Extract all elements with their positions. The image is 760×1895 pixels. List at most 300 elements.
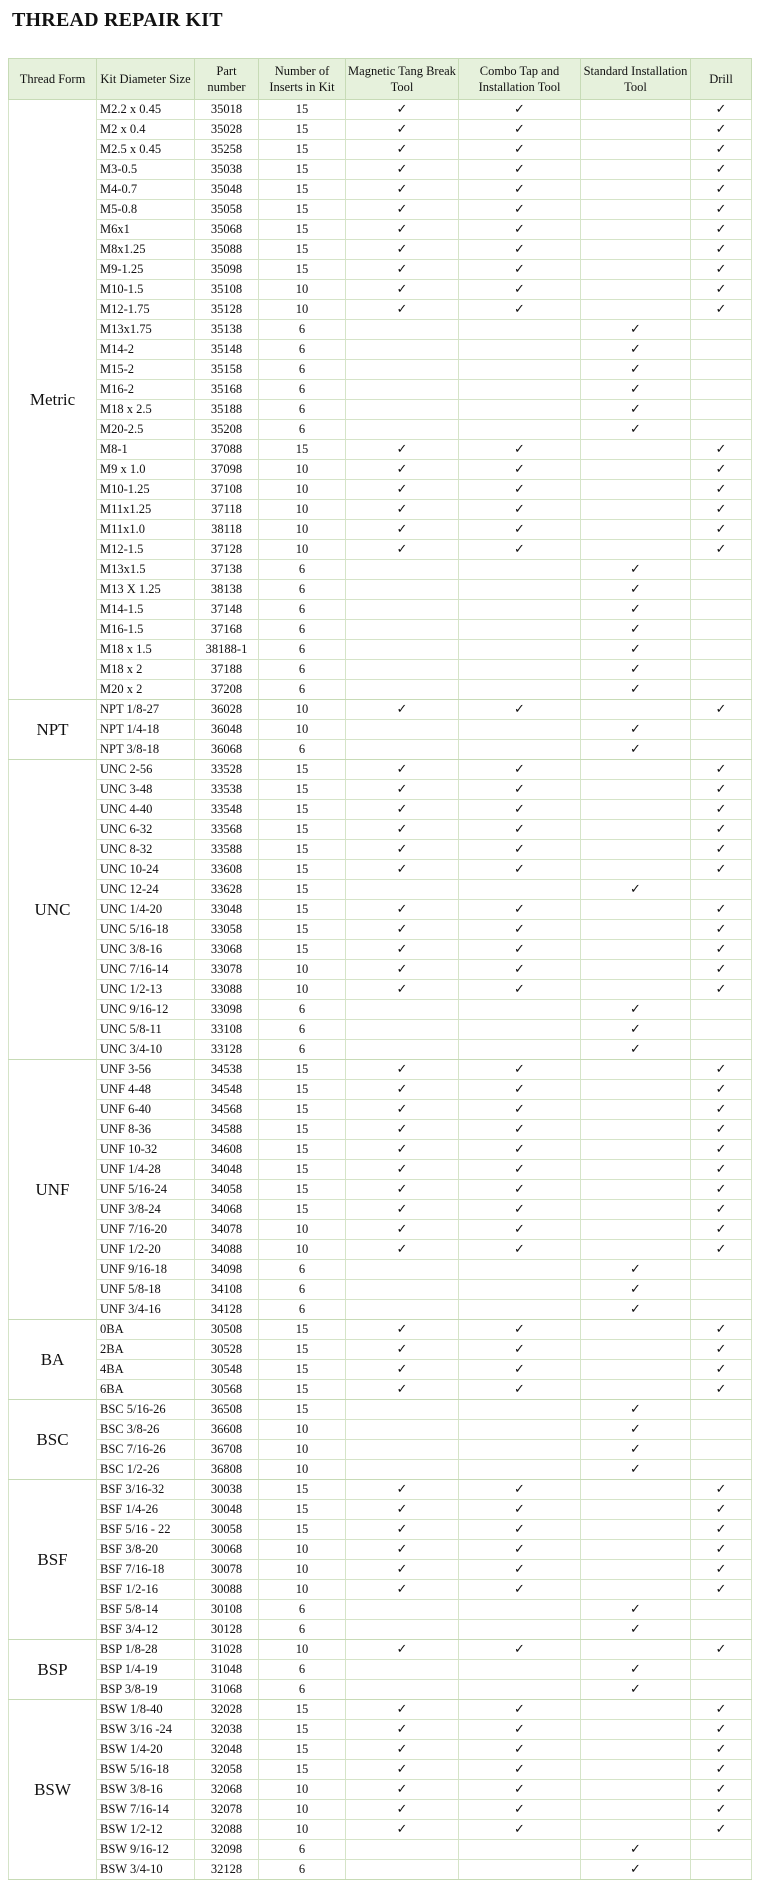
check-cell [346,940,459,960]
part-number-cell: 30058 [195,1520,259,1540]
part-number-cell: 34098 [195,1260,259,1280]
check-cell [691,300,752,320]
table-row [9,440,752,460]
check-cell [581,1400,691,1420]
drill-check-icon: ✓ [715,522,727,537]
kit-diameter-size-cell: UNC 7/16-14 [97,960,195,980]
part-number-cell: 37148 [195,600,259,620]
combo-tap-check-icon: ✓ [514,1642,525,1657]
kit-diameter-size-cell: M18 x 1.5 [97,640,195,660]
check-cell [691,1040,752,1060]
check-cell [581,1760,691,1780]
drill-check-icon: ✓ [715,162,727,177]
drill-check-icon: ✓ [715,982,727,997]
standard-tool-check-icon: ✓ [630,682,641,697]
check-cell [459,680,581,700]
drill-check-icon: ✓ [715,1222,727,1237]
table-row [9,1360,752,1380]
check-cell [581,700,691,720]
combo-tap-check-icon: ✓ [514,102,525,117]
standard-tool-check-icon: ✓ [630,1262,641,1277]
check-cell [459,1720,581,1740]
standard-tool-check-icon: ✓ [630,422,641,437]
check-cell [691,1180,752,1200]
check-cell [691,1420,752,1440]
check-cell [459,760,581,780]
drill-check-icon: ✓ [715,1142,727,1157]
inserts-count-cell: 6 [259,1260,346,1280]
kit-diameter-size-cell: 2BA [97,1340,195,1360]
check-cell [346,1220,459,1240]
drill-check-icon: ✓ [715,502,727,517]
check-cell [346,760,459,780]
inserts-count-cell: 15 [259,820,346,840]
check-cell [459,1580,581,1600]
combo-tap-check-icon: ✓ [514,802,525,817]
table-row [9,1400,752,1420]
magnetic-tang-check-icon: ✓ [396,162,408,177]
drill-check-icon: ✓ [715,802,727,817]
combo-tap-check-icon: ✓ [514,1782,525,1797]
inserts-count-cell: 15 [259,940,346,960]
drill-check-icon: ✓ [715,1782,727,1797]
standard-tool-check-icon: ✓ [630,1302,641,1317]
drill-check-icon: ✓ [715,1362,727,1377]
check-cell [691,720,752,740]
inserts-count-cell: 15 [259,1360,346,1380]
kit-diameter-size-cell: UNF 3/4-16 [97,1300,195,1320]
kit-diameter-size-cell: BSF 7/16-18 [97,1560,195,1580]
check-cell [346,1680,459,1700]
check-cell [346,1720,459,1740]
check-cell [691,1400,752,1420]
kit-diameter-size-cell: M2.5 x 0.45 [97,140,195,160]
check-cell [691,260,752,280]
check-cell [581,1240,691,1260]
check-cell [459,840,581,860]
drill-check-icon: ✓ [715,1702,727,1717]
magnetic-tang-check-icon: ✓ [396,802,408,817]
check-cell [691,880,752,900]
header-thread-form: Thread Form [9,59,97,100]
check-cell [581,1380,691,1400]
check-cell [459,1340,581,1360]
inserts-count-cell: 15 [259,160,346,180]
part-number-cell: 30108 [195,1600,259,1620]
magnetic-tang-check-icon: ✓ [396,1542,408,1557]
check-cell [581,360,691,380]
inserts-count-cell: 15 [259,1080,346,1100]
magnetic-tang-check-icon: ✓ [396,242,408,257]
magnetic-tang-check-icon: ✓ [396,102,408,117]
standard-tool-check-icon: ✓ [630,1602,641,1617]
combo-tap-check-icon: ✓ [514,1342,525,1357]
magnetic-tang-check-icon: ✓ [396,542,408,557]
table-row [9,180,752,200]
inserts-count-cell: 15 [259,780,346,800]
check-cell [581,1000,691,1020]
combo-tap-check-icon: ✓ [514,1082,525,1097]
check-cell [346,180,459,200]
part-number-cell: 32038 [195,1720,259,1740]
drill-check-icon: ✓ [715,1522,727,1537]
combo-tap-check-icon: ✓ [514,262,525,277]
check-cell [581,1640,691,1660]
part-number-cell: 33528 [195,760,259,780]
drill-check-icon: ✓ [715,482,727,497]
check-cell [459,1060,581,1080]
table-row [9,1520,752,1540]
magnetic-tang-check-icon: ✓ [396,182,408,197]
part-number-cell: 32068 [195,1780,259,1800]
drill-check-icon: ✓ [715,282,727,297]
inserts-count-cell: 6 [259,620,346,640]
combo-tap-check-icon: ✓ [514,182,525,197]
table-row [9,700,752,720]
kit-diameter-size-cell: M9-1.25 [97,260,195,280]
check-cell [346,1800,459,1820]
part-number-cell: 33548 [195,800,259,820]
thread-form-cell: Metric [9,100,97,700]
check-cell [346,1240,459,1260]
drill-check-icon: ✓ [715,242,727,257]
check-cell [346,800,459,820]
header-standard-installation-tool: Standard Installation Tool [581,59,691,100]
inserts-count-cell: 15 [259,220,346,240]
check-cell [346,700,459,720]
standard-tool-check-icon: ✓ [630,382,641,397]
drill-check-icon: ✓ [715,462,727,477]
check-cell [459,1320,581,1340]
table-row [9,1320,752,1340]
table-row [9,1420,752,1440]
check-cell [346,480,459,500]
table-row [9,1140,752,1160]
table-row [9,1720,752,1740]
check-cell [581,1780,691,1800]
drill-check-icon: ✓ [715,1742,727,1757]
inserts-count-cell: 10 [259,700,346,720]
check-cell [691,1540,752,1560]
check-cell [691,320,752,340]
part-number-cell: 33078 [195,960,259,980]
check-cell [691,440,752,460]
part-number-cell: 35088 [195,240,259,260]
check-cell [691,480,752,500]
check-cell [459,1100,581,1120]
check-cell [581,160,691,180]
drill-check-icon: ✓ [715,822,727,837]
inserts-count-cell: 15 [259,1140,346,1160]
check-cell [581,1280,691,1300]
check-cell [346,640,459,660]
check-cell [691,1080,752,1100]
kit-diameter-size-cell: UNC 5/16-18 [97,920,195,940]
part-number-cell: 30528 [195,1340,259,1360]
combo-tap-check-icon: ✓ [514,502,525,517]
kit-diameter-size-cell: UNF 10-32 [97,1140,195,1160]
part-number-cell: 34128 [195,1300,259,1320]
check-cell [459,160,581,180]
table-row [9,160,752,180]
magnetic-tang-check-icon: ✓ [396,1322,408,1337]
kit-diameter-size-cell: UNC 3/4-10 [97,1040,195,1060]
drill-check-icon: ✓ [715,542,727,557]
part-number-cell: 37098 [195,460,259,480]
check-cell [346,1560,459,1580]
combo-tap-check-icon: ✓ [514,822,525,837]
kit-diameter-size-cell: BSW 1/2-12 [97,1820,195,1840]
check-cell [691,1520,752,1540]
check-cell [459,180,581,200]
drill-check-icon: ✓ [715,302,727,317]
table-row [9,300,752,320]
kit-diameter-size-cell: UNC 9/16-12 [97,1000,195,1020]
header-number-of-inserts: Number of Inserts in Kit [259,59,346,100]
check-cell [691,740,752,760]
check-cell [691,640,752,660]
table-row [9,1600,752,1620]
check-cell [691,180,752,200]
check-cell [581,300,691,320]
check-cell [346,1020,459,1040]
combo-tap-check-icon: ✓ [514,1702,525,1717]
standard-tool-check-icon: ✓ [630,1442,641,1457]
table-row [9,520,752,540]
check-cell [581,200,691,220]
inserts-count-cell: 6 [259,640,346,660]
drill-check-icon: ✓ [715,1322,727,1337]
inserts-count-cell: 15 [259,1400,346,1420]
standard-tool-check-icon: ✓ [630,642,641,657]
magnetic-tang-check-icon: ✓ [396,282,408,297]
combo-tap-check-icon: ✓ [514,1102,525,1117]
kit-diameter-size-cell: M12-1.75 [97,300,195,320]
thread-form-cell: BSP [9,1640,97,1700]
combo-tap-check-icon: ✓ [514,1482,525,1497]
check-cell [581,1260,691,1280]
kit-diameter-size-cell: UNF 3/8-24 [97,1200,195,1220]
check-cell [459,1800,581,1820]
check-cell [346,160,459,180]
check-cell [459,340,581,360]
magnetic-tang-check-icon: ✓ [396,1762,408,1777]
drill-check-icon: ✓ [715,1162,727,1177]
magnetic-tang-check-icon: ✓ [396,482,408,497]
kit-diameter-size-cell: M4-0.7 [97,180,195,200]
kit-diameter-size-cell: BSW 7/16-14 [97,1800,195,1820]
check-cell [346,1380,459,1400]
check-cell [691,1760,752,1780]
check-cell [346,1180,459,1200]
check-cell [346,1420,459,1440]
check-cell [691,1340,752,1360]
kit-diameter-size-cell: BSF 5/16 - 22 [97,1520,195,1540]
standard-tool-check-icon: ✓ [630,722,641,737]
check-cell [459,1240,581,1260]
inserts-count-cell: 15 [259,800,346,820]
check-cell [459,1180,581,1200]
check-cell [691,240,752,260]
magnetic-tang-check-icon: ✓ [396,822,408,837]
part-number-cell: 30038 [195,1480,259,1500]
table-row [9,720,752,740]
check-cell [691,140,752,160]
inserts-count-cell: 6 [259,320,346,340]
part-number-cell: 35148 [195,340,259,360]
combo-tap-check-icon: ✓ [514,1502,525,1517]
check-cell [459,1360,581,1380]
check-cell [581,380,691,400]
table-row [9,1300,752,1320]
drill-check-icon: ✓ [715,1202,727,1217]
inserts-count-cell: 10 [259,280,346,300]
check-cell [581,1560,691,1580]
check-cell [346,580,459,600]
check-cell [691,600,752,620]
check-cell [691,780,752,800]
combo-tap-check-icon: ✓ [514,762,525,777]
inserts-count-cell: 6 [259,1860,346,1880]
check-cell [691,820,752,840]
kit-diameter-size-cell: UNF 6-40 [97,1100,195,1120]
check-cell [459,1740,581,1760]
check-cell [581,260,691,280]
kit-diameter-size-cell: BSP 3/8-19 [97,1680,195,1700]
check-cell [581,760,691,780]
check-cell [459,1220,581,1240]
part-number-cell: 33108 [195,1020,259,1040]
check-cell [346,560,459,580]
inserts-count-cell: 15 [259,900,346,920]
standard-tool-check-icon: ✓ [630,1462,641,1477]
thread-repair-table [8,58,752,1880]
table-row [9,740,752,760]
combo-tap-check-icon: ✓ [514,1742,525,1757]
thread-form-cell: BA [9,1320,97,1400]
kit-diameter-size-cell: UNF 1/2-20 [97,1240,195,1260]
check-cell [459,1400,581,1420]
check-cell [691,1580,752,1600]
check-cell [346,960,459,980]
check-cell [346,880,459,900]
kit-diameter-size-cell: UNC 6-32 [97,820,195,840]
inserts-count-cell: 6 [259,1020,346,1040]
magnetic-tang-check-icon: ✓ [396,1702,408,1717]
inserts-count-cell: 15 [259,920,346,940]
part-number-cell: 38138 [195,580,259,600]
part-number-cell: 31028 [195,1640,259,1660]
check-cell [346,1000,459,1020]
check-cell [346,860,459,880]
inserts-count-cell: 15 [259,1480,346,1500]
drill-check-icon: ✓ [715,202,727,217]
table-row [9,580,752,600]
check-cell [346,1140,459,1160]
check-cell [459,1620,581,1640]
check-cell [581,900,691,920]
kit-diameter-size-cell: UNC 12-24 [97,880,195,900]
drill-check-icon: ✓ [715,122,727,137]
table-row [9,1860,752,1880]
table-row [9,260,752,280]
inserts-count-cell: 15 [259,120,346,140]
inserts-count-cell: 10 [259,460,346,480]
check-cell [581,1160,691,1180]
magnetic-tang-check-icon: ✓ [396,1362,408,1377]
drill-check-icon: ✓ [715,1802,727,1817]
check-cell [581,960,691,980]
kit-diameter-size-cell: BSC 3/8-26 [97,1420,195,1440]
check-cell [459,1040,581,1060]
check-cell [691,420,752,440]
magnetic-tang-check-icon: ✓ [396,122,408,137]
inserts-count-cell: 6 [259,660,346,680]
magnetic-tang-check-icon: ✓ [396,302,408,317]
kit-diameter-size-cell: M10-1.5 [97,280,195,300]
check-cell [346,1640,459,1660]
check-cell [691,1800,752,1820]
inserts-count-cell: 15 [259,840,346,860]
table-row [9,940,752,960]
check-cell [459,1640,581,1660]
check-cell [581,740,691,760]
check-cell [581,860,691,880]
kit-diameter-size-cell: BSP 1/4-19 [97,1660,195,1680]
combo-tap-check-icon: ✓ [514,962,525,977]
check-cell [691,920,752,940]
part-number-cell: 30508 [195,1320,259,1340]
inserts-count-cell: 6 [259,1620,346,1640]
table-row [9,900,752,920]
check-cell [459,1120,581,1140]
check-cell [581,820,691,840]
check-cell [691,1720,752,1740]
check-cell [346,440,459,460]
check-cell [459,1760,581,1780]
check-cell [691,360,752,380]
table-row [9,540,752,560]
drill-check-icon: ✓ [715,182,727,197]
check-cell [691,1200,752,1220]
standard-tool-check-icon: ✓ [630,342,641,357]
check-cell [581,1040,691,1060]
check-cell [346,1400,459,1420]
check-cell [691,1480,752,1500]
check-cell [691,400,752,420]
check-cell [581,120,691,140]
check-cell [346,1860,459,1880]
check-cell [581,1020,691,1040]
check-cell [346,1300,459,1320]
check-cell [459,480,581,500]
kit-diameter-size-cell: M13x1.5 [97,560,195,580]
combo-tap-check-icon: ✓ [514,922,525,937]
magnetic-tang-check-icon: ✓ [396,1742,408,1757]
drill-check-icon: ✓ [715,1822,727,1837]
check-cell [459,1840,581,1860]
inserts-count-cell: 6 [259,1040,346,1060]
kit-diameter-size-cell: 0BA [97,1320,195,1340]
check-cell [691,1100,752,1120]
magnetic-tang-check-icon: ✓ [396,202,408,217]
check-cell [346,600,459,620]
part-number-cell: 34568 [195,1100,259,1120]
page-title: THREAD REPAIR KIT [12,9,223,31]
kit-diameter-size-cell: M20 x 2 [97,680,195,700]
header-magnetic-tang-break-tool: Magnetic Tang Break Tool [346,59,459,100]
check-cell [346,1780,459,1800]
